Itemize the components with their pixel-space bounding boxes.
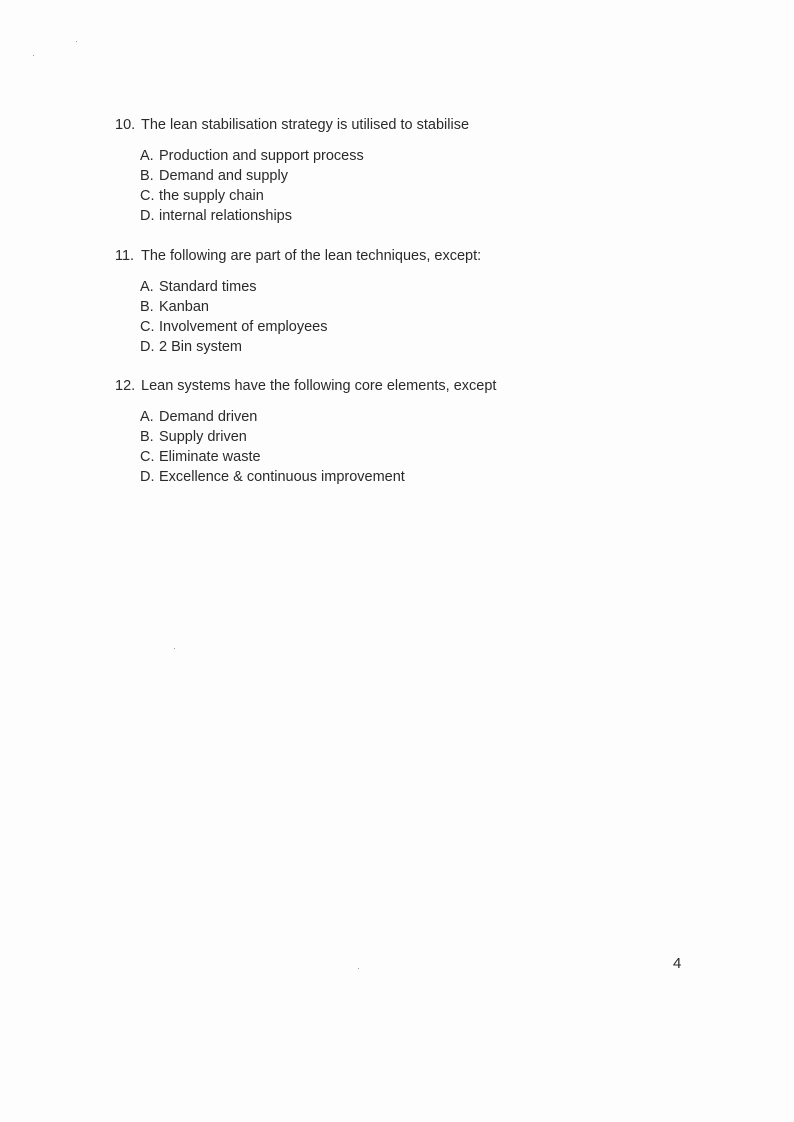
option-a: [140, 407, 715, 427]
option-letter: D.: [140, 339, 155, 355]
question-12: [115, 376, 715, 487]
option-text: Involvement of employees: [159, 319, 328, 335]
option-c: [140, 186, 715, 206]
option-text: the supply chain: [159, 188, 264, 204]
question-number: 11.: [115, 248, 135, 264]
question-text: The lean stabilisation strategy is utilised to stabilise: [141, 117, 470, 133]
option-text: Excellence & continuous improvement: [159, 469, 405, 485]
question-stem: [115, 376, 715, 396]
option-c: [140, 447, 715, 467]
question-stem: [115, 115, 715, 135]
scan-speck: [358, 968, 359, 969]
option-b: [140, 297, 715, 317]
page-number: 4: [673, 955, 682, 972]
option-letter: B.: [140, 299, 154, 315]
option-letter: C.: [140, 319, 155, 335]
scan-speck: [33, 55, 34, 56]
option-letter: C.: [140, 188, 155, 204]
option-letter: D.: [140, 469, 155, 485]
option-list: [115, 146, 715, 226]
option-d: [140, 467, 715, 487]
question-11: [115, 246, 715, 357]
question-text: Lean systems have the following core elements, except: [141, 378, 497, 394]
option-letter: B.: [140, 168, 154, 184]
option-list: [115, 277, 715, 357]
option-letter: D.: [140, 208, 155, 224]
option-text: Kanban: [159, 299, 209, 315]
option-text: Supply driven: [159, 429, 247, 445]
scan-speck: [76, 41, 77, 42]
option-a: [140, 277, 715, 297]
option-letter: A.: [140, 279, 154, 295]
option-letter: A.: [140, 409, 154, 425]
question-10: [115, 115, 715, 226]
option-text: Demand and supply: [159, 168, 288, 184]
option-b: [140, 166, 715, 186]
option-letter: B.: [140, 429, 154, 445]
option-text: internal relationships: [159, 208, 292, 224]
option-text: 2 Bin system: [159, 339, 242, 355]
option-list: [115, 407, 715, 487]
scan-speck: [174, 648, 175, 649]
option-text: Demand driven: [159, 409, 258, 425]
option-text: Eliminate waste: [159, 449, 261, 465]
option-text: Standard times: [159, 279, 257, 295]
question-number: 10.: [115, 117, 136, 133]
option-d: [140, 337, 715, 357]
option-b: [140, 427, 715, 447]
question-text: The following are part of the lean techniques, except:: [141, 248, 482, 264]
option-letter: C.: [140, 449, 155, 465]
option-text: Production and support process: [159, 148, 364, 164]
option-letter: A.: [140, 148, 154, 164]
option-d: [140, 206, 715, 226]
option-a: [140, 146, 715, 166]
question-stem: [115, 246, 715, 266]
question-number: 12.: [115, 378, 136, 394]
option-c: [140, 317, 715, 337]
